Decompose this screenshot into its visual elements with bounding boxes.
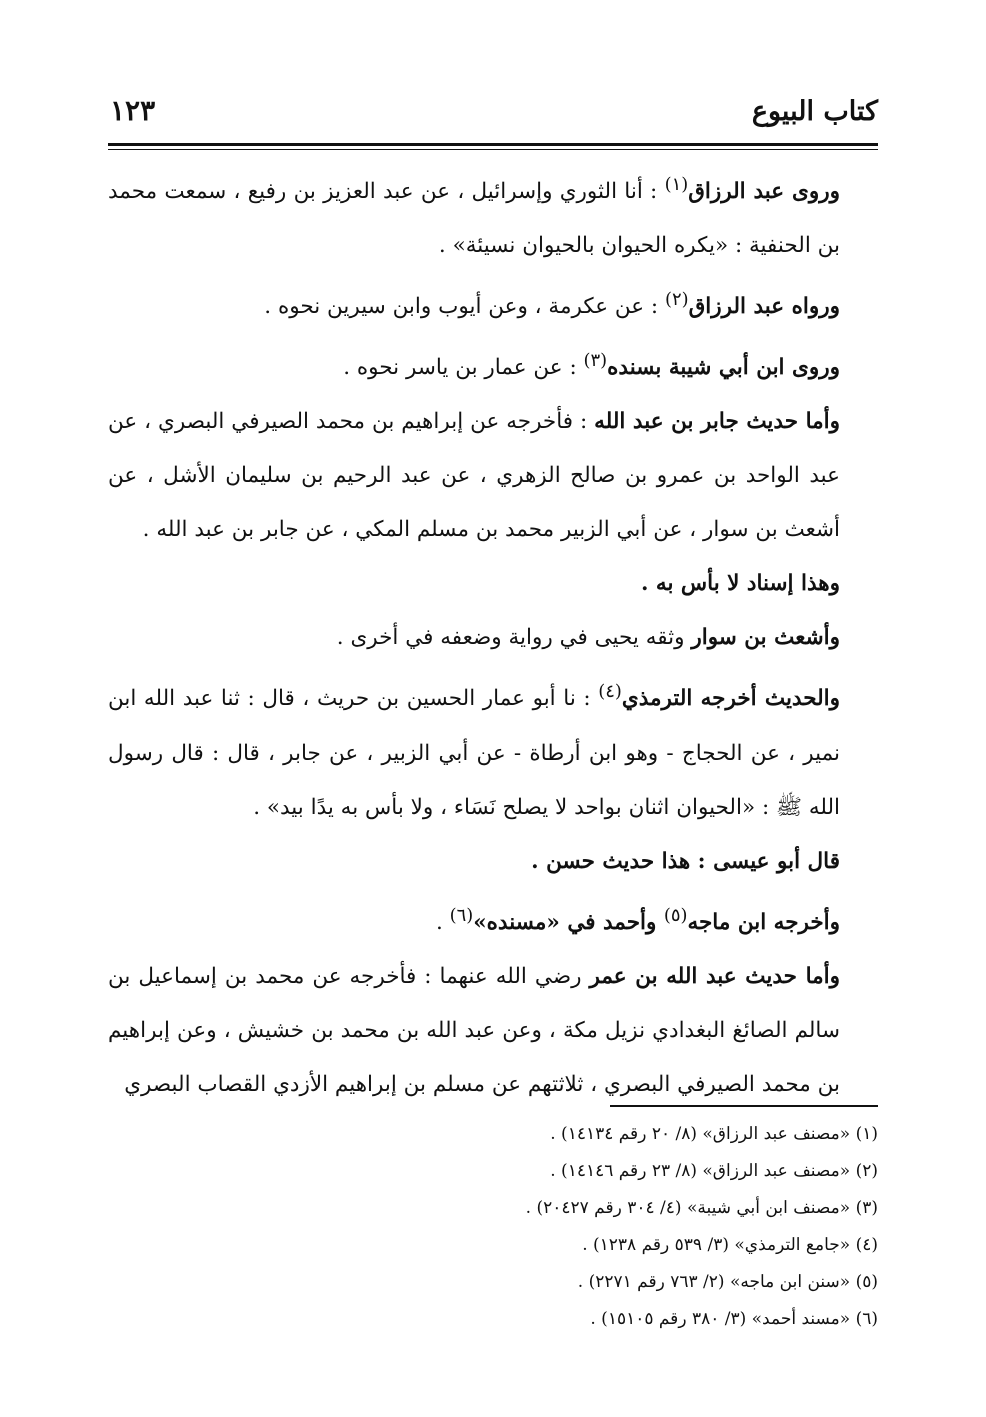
paragraph-lead: وأحمد في «مسنده»: [473, 909, 664, 935]
chapter-title: كتاب البيوع: [751, 96, 878, 127]
header-rule-thick: [108, 143, 878, 146]
paragraph-lead: وأشعث بن سوار: [691, 625, 840, 651]
footnote: (٤) «جامع الترمذي» (٣/ ٥٣٩ رقم ١٢٣٨) .: [582, 1235, 878, 1255]
footnote-ref: (٢): [664, 289, 689, 311]
footnote-ref: (٥): [663, 904, 688, 926]
footnote: (١) «مصنف عبد الرزاق» (٨/ ٢٠ رقم ١٤١٣٤) .: [550, 1124, 878, 1144]
footnote: (٢) «مصنف عبد الرزاق» (٨/ ٢٣ رقم ١٤١٤٦) .: [550, 1161, 878, 1181]
footnote: (٥) «سنن ابن ماجه» (٢/ ٧٦٣ رقم ٢٢٧١) .: [577, 1272, 878, 1292]
paragraph: [108, 273, 878, 334]
footnote-separator: [610, 1105, 878, 1107]
paragraph-text: رضي الله عنهما : فأخرجه عن محمد بن إسماعيل بن سالم الصائغ البغدادي نزيل مكة ، وعن عبد الله بن محمد بن خشيش ، وعن إبراهيم بن محمد الصيرفي البصري ، ثلاثتهم عن مسلم بن إبراهيم الأزدي القصاب البصري: [108, 963, 840, 1097]
paragraph-text: : فأخرجه عن إبراهيم بن محمد الصيرفي البصري ، عن عبد الواحد بن عمرو بن صالح الزهري ، عن عبد الرحيم بن سليمان الأشل ، عن أشعث بن سوار ، عن أبي الزبير محمد بن مسلم المكي ، عن جابر بن عبد الله .: [108, 409, 840, 543]
paragraph: [108, 665, 878, 834]
paragraph: [108, 395, 878, 557]
paragraph-text: : أنا الثوري وإسرائيل ، عن عبد العزيز بن رفيع ، سمعت محمد بن الحنفية : «يكره الحيوان بالحيوان نسيئة» .: [108, 179, 840, 259]
paragraph: [108, 158, 878, 273]
paragraph-lead: وهذا إسناد لا بأس به .: [640, 571, 840, 597]
paragraph: [108, 950, 878, 1112]
paragraph: [108, 889, 878, 950]
footnote: (٦) «مسند أحمد» (٣/ ٣٨٠ رقم ١٥١٠٥) .: [590, 1309, 878, 1329]
paragraph-text: : عن عكرمة ، وعن أيوب وابن سيرين نحوه .: [264, 294, 665, 320]
paragraph-lead: وأما حديث جابر بن عبد الله: [594, 409, 840, 435]
paragraph-lead: قال أبو عيسى : هذا حديث حسن .: [531, 848, 840, 874]
paragraph-text: : عن عمار بن ياسر نحوه .: [343, 355, 584, 381]
footnote-ref: (٤): [598, 681, 622, 703]
paragraph-lead: والحديث أخرجه الترمذي: [621, 686, 840, 712]
footnote-ref: (٣): [583, 350, 608, 372]
paragraph: [108, 557, 878, 611]
paragraph: [108, 611, 878, 665]
paragraph-lead: وأخرجه ابن ماجه: [687, 909, 840, 935]
footnote: (٣) «مصنف ابن أبي شيبة» (٤/ ٣٠٤ رقم ٢٠٤٢٧) .: [525, 1198, 878, 1218]
page-number: ١٢٣: [110, 94, 156, 127]
paragraph-text: وثقه يحيى في رواية وضعفه في أخرى .: [336, 625, 692, 651]
header-rule-thin: [108, 149, 878, 150]
footnote-ref: (١): [664, 174, 689, 195]
paragraph-text: .: [435, 909, 450, 935]
main-text: [108, 158, 878, 1112]
paragraph-lead: وروى ابن أبي شيبة بسنده: [607, 355, 840, 381]
paragraph-lead: وأما حديث عبد الله بن عمر: [589, 963, 840, 989]
footnote-ref: (٦): [449, 904, 474, 926]
footnotes: [108, 1116, 878, 1338]
page-header: [108, 92, 878, 142]
paragraph: [108, 835, 878, 889]
paragraph-text: : نا أبو عمار الحسين بن حريث ، قال : ثنا عبد الله ابن نمير ، عن الحجاج - وهو ابن أرطاة - عن أبي الزبير ، عن جابر ، قال : قال رسول الله ﷺ : «الحيوان اثنان بواحد لا يصلح نَسَاء ، ولا بأس به يدًا بيد» .: [108, 686, 840, 820]
paragraph-lead: ورواه عبد الرزاق: [688, 294, 840, 320]
paragraph: [108, 334, 878, 395]
paragraph-lead: وروى عبد الرزاق: [688, 179, 840, 205]
